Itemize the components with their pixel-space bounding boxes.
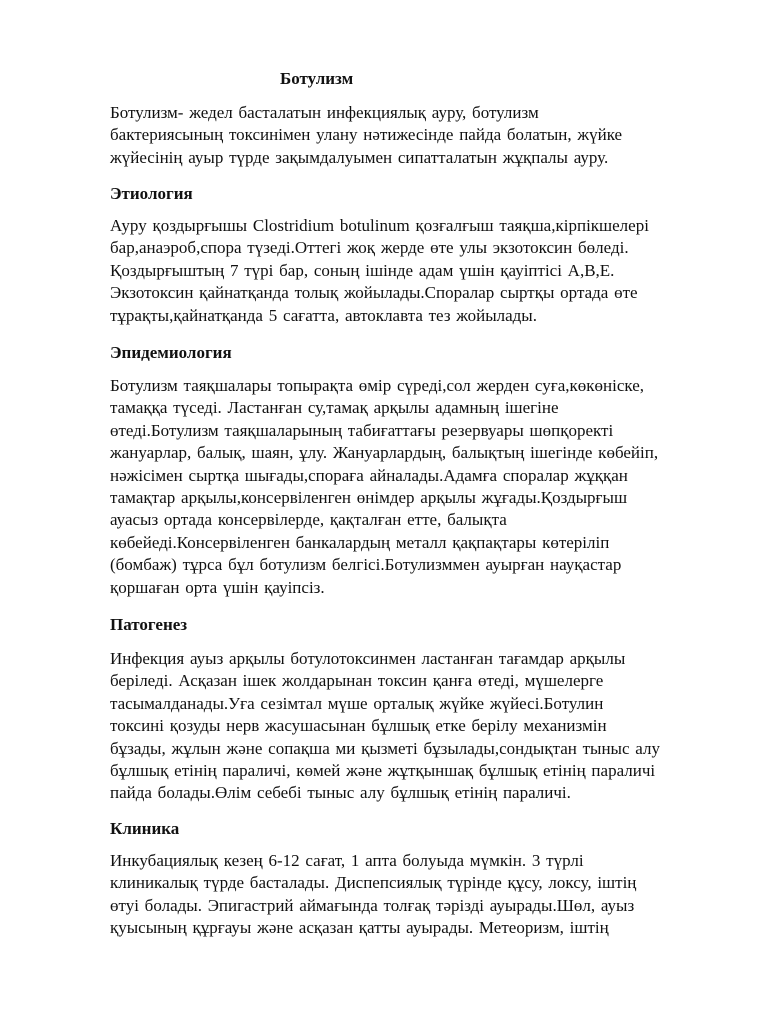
epidemiology-line: өтеді.Ботулизм таяқшаларының табиғаттағы резервуары шөпқоректі — [110, 420, 614, 440]
epidemiology-line: ауасыз ортада консервілерде, қақталған етте, балықта — [110, 510, 507, 530]
epidemiology-line: нәжісімен сыртқа шығады,спораға айналады.Адамға споралар жұққан — [110, 465, 628, 485]
epidemiology-line: тамақтар арқылы,консервіленген өнімдер арқылы жұғады.Қоздырғыш — [110, 488, 628, 508]
epidemiology-line: (бомбаж) тұрса бұл ботулизм белгісі.Ботулизммен ауырған науқастар — [110, 555, 622, 575]
pathogenesis-line: бұлшық етінің параличі, көмей және жұтқыншақ бұлшық етінің параличі — [110, 761, 656, 781]
epidemiology-line: көбейеді.Консервіленген банкалардың металл қақпақтары көтеріліп — [110, 532, 610, 552]
etiology-line: Қоздырғыштың 7 түрі бар, соның ішінде адам үшін қауіптісі А,В,Е. — [110, 260, 615, 280]
heading-epidemiology: Эпидемиология — [110, 343, 232, 362]
etiology-line: бар,анаэроб,спора түзеді.Оттегі жоқ жерде өте улы экзотоксин бөледі. — [110, 238, 629, 258]
epidemiology-line: қоршаған орта үшін қауіпсіз. — [110, 577, 325, 597]
pathogenesis-line: тасымалданады.Уға сезімтал мүше орталық жүйке жүйесі.Ботулин — [110, 693, 604, 713]
intro-paragraph — [110, 102, 710, 169]
epidemiology-line: жануарлар, балық, шаян, ұлу. Жануарлардың, балықтың ішегінде көбейіп, — [110, 443, 659, 463]
etiology-paragraph — [110, 215, 710, 327]
clinic-line: қуысының құрғауы және асқазан қатты ауырады. Метеоризм, іштің — [110, 918, 609, 938]
pathogenesis-line: беріледі. Асқазан ішек жолдарынан токсин қанға өтеді, мүшелерге — [110, 671, 604, 691]
intro-line: бактериясының токсинімен улану нәтижесінде пайда болатын, жүйке — [110, 125, 623, 145]
clinic-line: Инкубациялық кезең 6-12 сағат, 1 апта болуыда мүмкін. 3 түрлі — [110, 851, 584, 870]
clinic-line: өтуі болады. Эпигастрий аймағында толғақ тәрізді ауырады.Шөл, ауыз — [110, 895, 635, 915]
heading-clinic: Клиника — [110, 819, 180, 838]
epidemiology-line: Ботулизм таяқшалары топырақта өмір сүреді,сол жерден суға,көкөніске, — [110, 376, 645, 395]
intro-line: Ботулизм- жедел басталатын инфекциялық ауру, ботулизм — [110, 103, 539, 122]
clinic-line: клиникалық түрде басталады. Диспепсиялық түрінде құсу, локсу, іштің — [110, 873, 637, 893]
document-title: Ботулизм — [280, 69, 354, 88]
pathogenesis-line: токсині қозуды нерв жасушасынан бұлшық етке берілу механизмін — [110, 716, 607, 736]
etiology-line: Ауру қоздырғышы Clostridium botulinum қозғалғыш таяқша,кірпікшелері — [110, 216, 649, 235]
heading-etiology: Этиология — [110, 184, 193, 203]
etiology-line: тұрақты,қайнатқанда 5 сағатта, автоклавта тез жойылады. — [110, 305, 537, 325]
pathogenesis-line: бұзады, жұлын және сопақша ми қызметі бұзылады,сондықтан тыныс алу — [110, 738, 660, 758]
epidemiology-paragraph — [110, 375, 710, 599]
epidemiology-line: тамаққа түседі. Ластанған су,тамақ арқылы адамның ішегіне — [110, 398, 559, 418]
pathogenesis-line: пайда болады.Өлім себебі тыныс алу бұлшық етінің параличі. — [110, 783, 571, 803]
clinic-paragraph — [110, 850, 710, 940]
intro-line: жүйесінің ауыр түрде зақымдалуымен сипатталатын жұқпалы ауру. — [110, 147, 609, 167]
heading-pathogenesis: Патогенез — [110, 615, 188, 634]
etiology-line: Экзотоксин қайнатқанда толық жойылады.Споралар сыртқы ортада өте — [110, 283, 638, 303]
pathogenesis-paragraph — [110, 648, 710, 805]
pathogenesis-line: Инфекция ауыз арқылы ботулотоксинмен ластанған тағамдар арқылы — [110, 649, 626, 668]
